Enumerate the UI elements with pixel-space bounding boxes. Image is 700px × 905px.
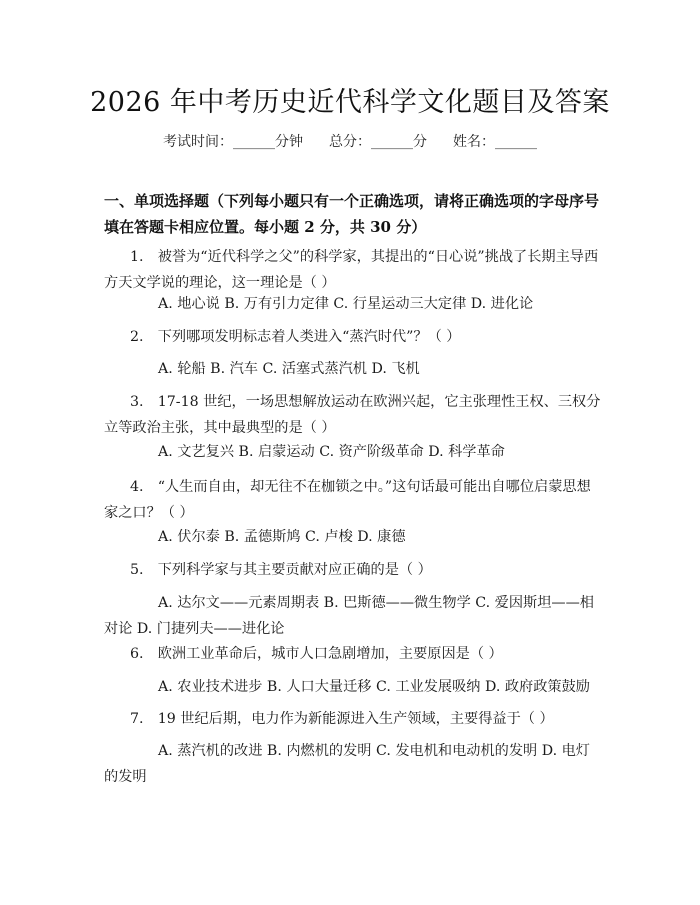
question-1-options: A. 地心说 B. 万有引力定律 C. 行星运动三大定律 D. 进化论 xyxy=(158,296,534,312)
section-heading: 一、单项选择题（下列每小题只有一个正确选项，请将正确选项的字母序号填在答题卡相应位置。每小题 2 分，共 30 分） xyxy=(104,192,600,236)
exam-time-field: 考试时间：______分钟 xyxy=(163,134,303,150)
question-4: 4. “人生而自由，却无往不在枷锁之中。”这句话最可能出自哪位启蒙思想家之口？（ ） xyxy=(104,479,591,521)
question-3: 3. 17-18 世纪，一场思想解放运动在欧洲兴起，它主张理性王权、三权分立等政治主张，其中最典型的是（ ） xyxy=(104,394,601,436)
question-2-options: A. 轮船 B. 汽车 C. 活塞式蒸汽机 D. 飞机 xyxy=(158,361,420,377)
question-2: 2. 下列哪项发明标志着人类进入“蒸汽时代”？（ ） xyxy=(130,329,461,345)
question-5-options: A. 达尔文——元素周期表 B. 巴斯德——微生物学 C. 爱因斯坦——相对论 D. 门捷列夫——进化论 xyxy=(104,595,594,637)
question-6-options: A. 农业技术进步 B. 人口大量迁移 C. 工业发展吸纳 D. 政府政策鼓励 xyxy=(158,679,590,695)
student-name-field: 姓名：______ xyxy=(453,134,537,150)
question-1: 1. 被誉为“近代科学之父”的科学家，其提出的“日心说”挑战了长期主导西方天文学说的理论，这一理论是（ ） xyxy=(104,249,599,291)
question-7: 7. 19 世纪后期，电力作为新能源进入生产领域，主要得益于（ ） xyxy=(130,711,554,727)
page-title: 2026 年中考历史近代科学文化题目及答案 xyxy=(90,87,610,118)
total-score-field: 总分：______分 xyxy=(329,134,427,150)
exam-meta xyxy=(0,131,700,151)
question-6: 6. 欧洲工业革命后，城市人口急剧增加，主要原因是（ ） xyxy=(130,646,503,662)
question-5: 5. 下列科学家与其主要贡献对应正确的是（ ） xyxy=(130,562,432,578)
question-7-options: A. 蒸汽机的改进 B. 内燃机的发明 C. 发电机和电动机的发明 D. 电灯的发明 xyxy=(104,743,590,785)
question-4-options: A. 伏尔泰 B. 孟德斯鸠 C. 卢梭 D. 康德 xyxy=(158,529,406,545)
question-3-options: A. 文艺复兴 B. 启蒙运动 C. 资产阶级革命 D. 科学革命 xyxy=(158,444,505,460)
